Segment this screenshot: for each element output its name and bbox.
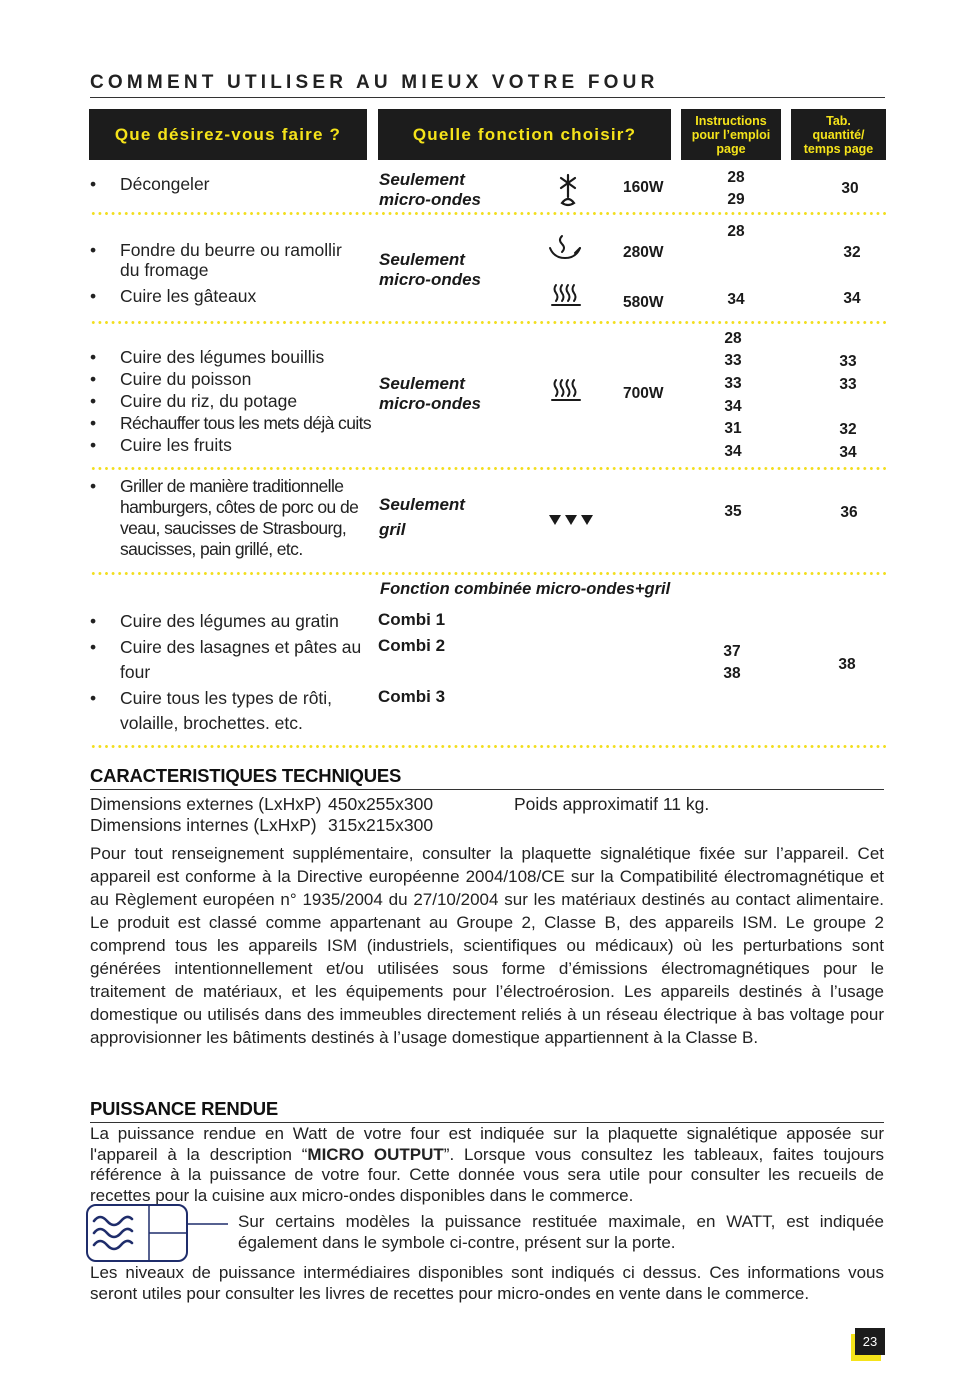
combi-1: Combi 1: [378, 610, 446, 629]
function-label: Seulement gril: [379, 495, 465, 539]
dotted-divider: [90, 745, 887, 748]
external-dimensions-value: 450x255x300: [328, 794, 434, 814]
dotted-divider: [90, 572, 887, 575]
combi-2: Combi 2: [378, 636, 446, 655]
table-page: 33: [839, 353, 857, 370]
section-heading-specs: CARACTERISTIQUES TECHNIQUES: [90, 765, 402, 786]
power-700w: 700W: [623, 385, 664, 402]
function-label: Seulement micro-ondes: [379, 374, 482, 413]
intermediate-levels-paragraph: Les niveaux de puissance intermédiaires disponibles sont indiqués ci dessus. Ces informations vous seront utiles pour consulter les livres de recettes pour micro-ondes en vente dans le commerce.: [90, 1263, 884, 1303]
instructions-page: 37: [723, 643, 741, 660]
power-580w: 580W: [623, 294, 664, 311]
instructions-page: 33: [724, 375, 742, 392]
melt-icon: [548, 234, 582, 262]
table-page: 32: [839, 421, 857, 438]
table-page: 34: [843, 290, 861, 307]
header-instructions-line: pour l’emploi: [691, 127, 771, 142]
microwave-output-symbol-icon: [86, 1204, 230, 1264]
header-table-line: quantité/: [812, 127, 865, 142]
header-instructions-line: page: [716, 141, 746, 156]
table-page: 38: [838, 656, 856, 673]
snowflake-defrost-icon: [556, 173, 580, 207]
header-table-line: temps page: [803, 141, 874, 156]
section-divider: [90, 789, 884, 790]
header-instructions-line: Instructions: [695, 113, 767, 128]
power-paragraph: La puissance rendue en Watt de votre four est indiquée sur la plaquette signalétique apposée sur l'appareil à la description “MICRO OUTPUT”. Lorsque vous consultez les tableaux, faites toujours référence à la puissance de votre four. Cette donnée vous sera utile pour consulter les recueils de recettes pour la cuisine aux micro-ondes disponibles dans le commerce.: [90, 1124, 885, 1205]
combined-function-heading: Fonction combinée micro-ondes+gril: [380, 580, 671, 598]
micro-output-label: MICRO OUTPUT: [307, 1144, 444, 1164]
grill-icon: [548, 514, 594, 526]
table-page: 32: [843, 244, 861, 261]
dotted-divider: [90, 212, 887, 215]
function-label: Seulement micro-ondes: [379, 170, 482, 209]
power-280w: 280W: [623, 244, 664, 261]
instructions-page: 35: [724, 503, 742, 520]
table-page: 30: [841, 180, 859, 197]
instructions-page: 34: [724, 443, 742, 460]
table-page: 33: [839, 376, 857, 393]
instructions-page: 29: [727, 191, 745, 208]
instructions-page: 38: [723, 665, 741, 682]
instructions-page: 28: [724, 330, 742, 347]
header-table-line: Tab.: [826, 113, 851, 128]
internal-dimensions-value: 315x215x300: [328, 815, 434, 835]
section-divider: [90, 1122, 884, 1123]
instructions-page: 28: [727, 223, 745, 240]
dotted-divider: [90, 321, 887, 324]
instructions-page: 34: [724, 398, 742, 415]
weight-value: Poids approximatif 11 kg.: [514, 794, 710, 814]
table-page: 36: [840, 504, 858, 521]
external-dimensions-label: Dimensions externes (LxHxP): [90, 794, 322, 814]
power-160w: 160W: [623, 179, 664, 196]
page-number: 23: [855, 1328, 885, 1355]
function-label: Seulement micro-ondes: [379, 250, 482, 289]
header-table: [791, 109, 886, 160]
instructions-page: 31: [724, 420, 742, 437]
instructions-page: 28: [727, 169, 745, 186]
combi-3: Combi 3: [378, 687, 446, 706]
header-function: Quelle fonction choisir?: [378, 109, 671, 160]
cook-waves-icon: [550, 283, 582, 309]
cook-waves-icon: [550, 378, 582, 404]
instructions-page: 33: [724, 352, 742, 369]
door-symbol-paragraph: Sur certains modèles la puissance restituée maximale, en WATT, est indiquée également dans le symbole ci-contre, présent sur la porte.: [238, 1212, 884, 1252]
dotted-divider: [90, 467, 887, 470]
table-page: 34: [839, 444, 857, 461]
compliance-paragraph: Pour tout renseignement supplémentaire, consulter la plaquette signalétique fixée sur l’appareil. Cet appareil est conforme à la Directive européenne 2004/108/CE sur la Compatibilité électromagnétique et au Règlement européen n° 1935/2004 du 27/10/2004 sur les matériaux destinés au contact alimentaire. Le produit est classé comme appartenant au Groupe 2, Classe B, des appareils ISM. Le groupe 2 comprend tous les appareils ISM (industriels, scientifiques ou médicaux) où les perturbations sont générées intentionnellement et/ou utilisées sous forme d’émissions électromagnétiques pour le traitement de matériaux, et les équipements pour l’électroérosion. Les appareils destinés à l’usage domestique ou utilisés dans des immeubles directement reliés à un réseau électrique à bas voltage pour approvisionner les bâtiments destinés à l’usage domestique appartiennent à la Classe B.: [90, 844, 884, 1047]
instructions-page: 34: [727, 291, 745, 308]
title-divider: [90, 97, 885, 98]
header-what: Que désirez-vous faire ?: [89, 109, 367, 160]
page-title: COMMENT UTILISER AU MIEUX VOTRE FOUR: [90, 72, 659, 93]
section-heading-power: PUISSANCE RENDUE: [90, 1098, 278, 1119]
header-instructions: [681, 109, 781, 160]
internal-dimensions-label: Dimensions internes (LxHxP): [90, 815, 317, 835]
